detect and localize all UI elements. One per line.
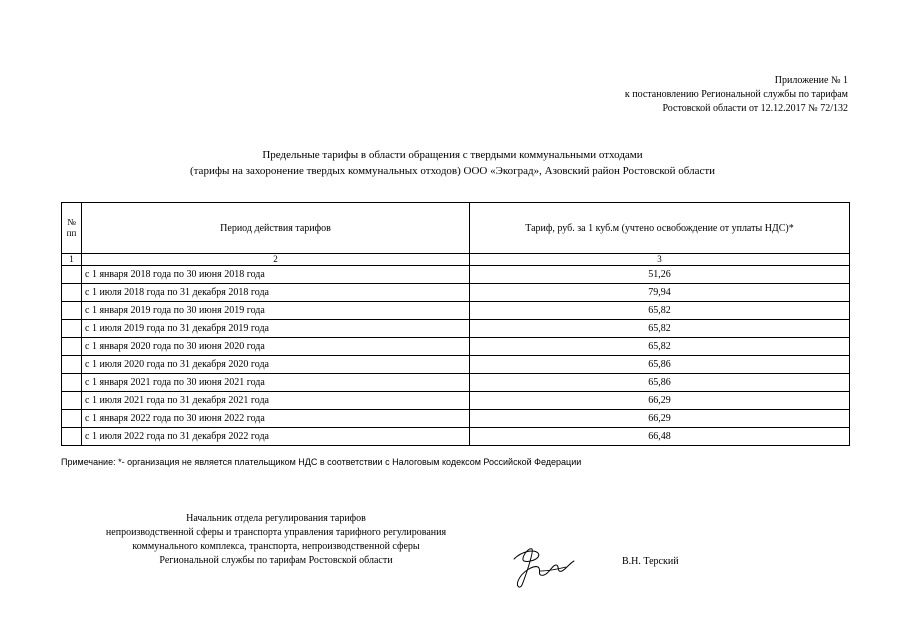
row-number [62,428,82,446]
table-row [62,338,850,356]
position-line: Региональной службы по тарифам Ростовской области [159,555,393,566]
row-number [62,356,82,374]
handwritten-signature [500,537,580,598]
row-period: с 1 января 2018 года по 30 июня 2018 года [82,266,470,284]
header-tariff: Тариф, руб. за 1 куб.м (учтено освобождение от уплаты НДС)* [470,203,850,254]
row-period: с 1 июля 2020 года по 31 декабря 2020 года [82,356,470,374]
column-number: 2 [82,254,470,266]
appendix-line-1: Приложение № 1 [774,75,848,86]
position-line: коммунального комплекса, транспорта, непроизводственной сферы [132,541,420,552]
header-period: Период действия тарифов [82,203,470,254]
row-number [62,392,82,410]
table-row [62,302,850,320]
position-line: непроизводственной сферы и транспорта управления тарифного регулирования [105,527,447,538]
table-row [62,266,850,284]
row-number [62,266,82,284]
table-row [62,320,850,338]
signer-name: В.Н. Терский [622,556,679,567]
row-tariff: 65,86 [470,374,850,392]
tariff-table [61,202,850,446]
row-period: с 1 января 2020 года по 30 июня 2020 года [82,338,470,356]
position-line: Начальник отдела регулирования тарифов [186,513,366,524]
table-row [62,284,850,302]
table-row [62,392,850,410]
row-tariff: 66,29 [470,410,850,428]
column-number: 3 [470,254,850,266]
signature-icon [500,537,580,593]
title-line-2: (тарифы на захоронение твердых коммунальных отходов) ООО «Экоград», Азовский район Ростовской области [189,165,716,177]
row-number [62,320,82,338]
column-number-row [62,254,850,266]
row-number [62,410,82,428]
table-row [62,356,850,374]
row-number [62,374,82,392]
row-number [62,284,82,302]
title-line-1: Предельные тарифы в области обращения с твердыми коммунальными отходами [262,149,643,161]
footnote: Примечание: *- организация не является плательщиком НДС в соответствии с Налоговым кодексом Российской Федерации [61,457,582,467]
row-tariff: 65,82 [470,302,850,320]
row-tariff: 66,48 [470,428,850,446]
column-number: 1 [62,254,82,266]
row-number [62,302,82,320]
row-tariff: 79,94 [470,284,850,302]
appendix-header [625,74,848,116]
row-period: с 1 июля 2019 года по 31 декабря 2019 года [82,320,470,338]
row-number [62,338,82,356]
row-tariff: 65,82 [470,320,850,338]
document-title [0,147,905,179]
table-row [62,374,850,392]
table-row [62,410,850,428]
appendix-line-2: к постановлению Региональной службы по тарифам [624,89,848,100]
row-period: с 1 июля 2018 года по 31 декабря 2018 года [82,284,470,302]
row-period: с 1 июля 2022 года по 31 декабря 2022 года [82,428,470,446]
row-tariff: 65,82 [470,338,850,356]
table-header-row [62,203,850,254]
row-period: с 1 июля 2021 года по 31 декабря 2021 года [82,392,470,410]
row-period: с 1 января 2021 года по 30 июня 2021 года [82,374,470,392]
header-number: № пп [62,203,82,254]
table-row [62,428,850,446]
row-tariff: 65,86 [470,356,850,374]
appendix-line-3: Ростовской области от 12.12.2017 № 72/132 [662,103,848,114]
row-tariff: 51,26 [470,266,850,284]
signatory-position [61,512,491,568]
row-period: с 1 января 2022 года по 30 июня 2022 года [82,410,470,428]
row-period: с 1 января 2019 года по 30 июня 2019 года [82,302,470,320]
row-tariff: 66,29 [470,392,850,410]
